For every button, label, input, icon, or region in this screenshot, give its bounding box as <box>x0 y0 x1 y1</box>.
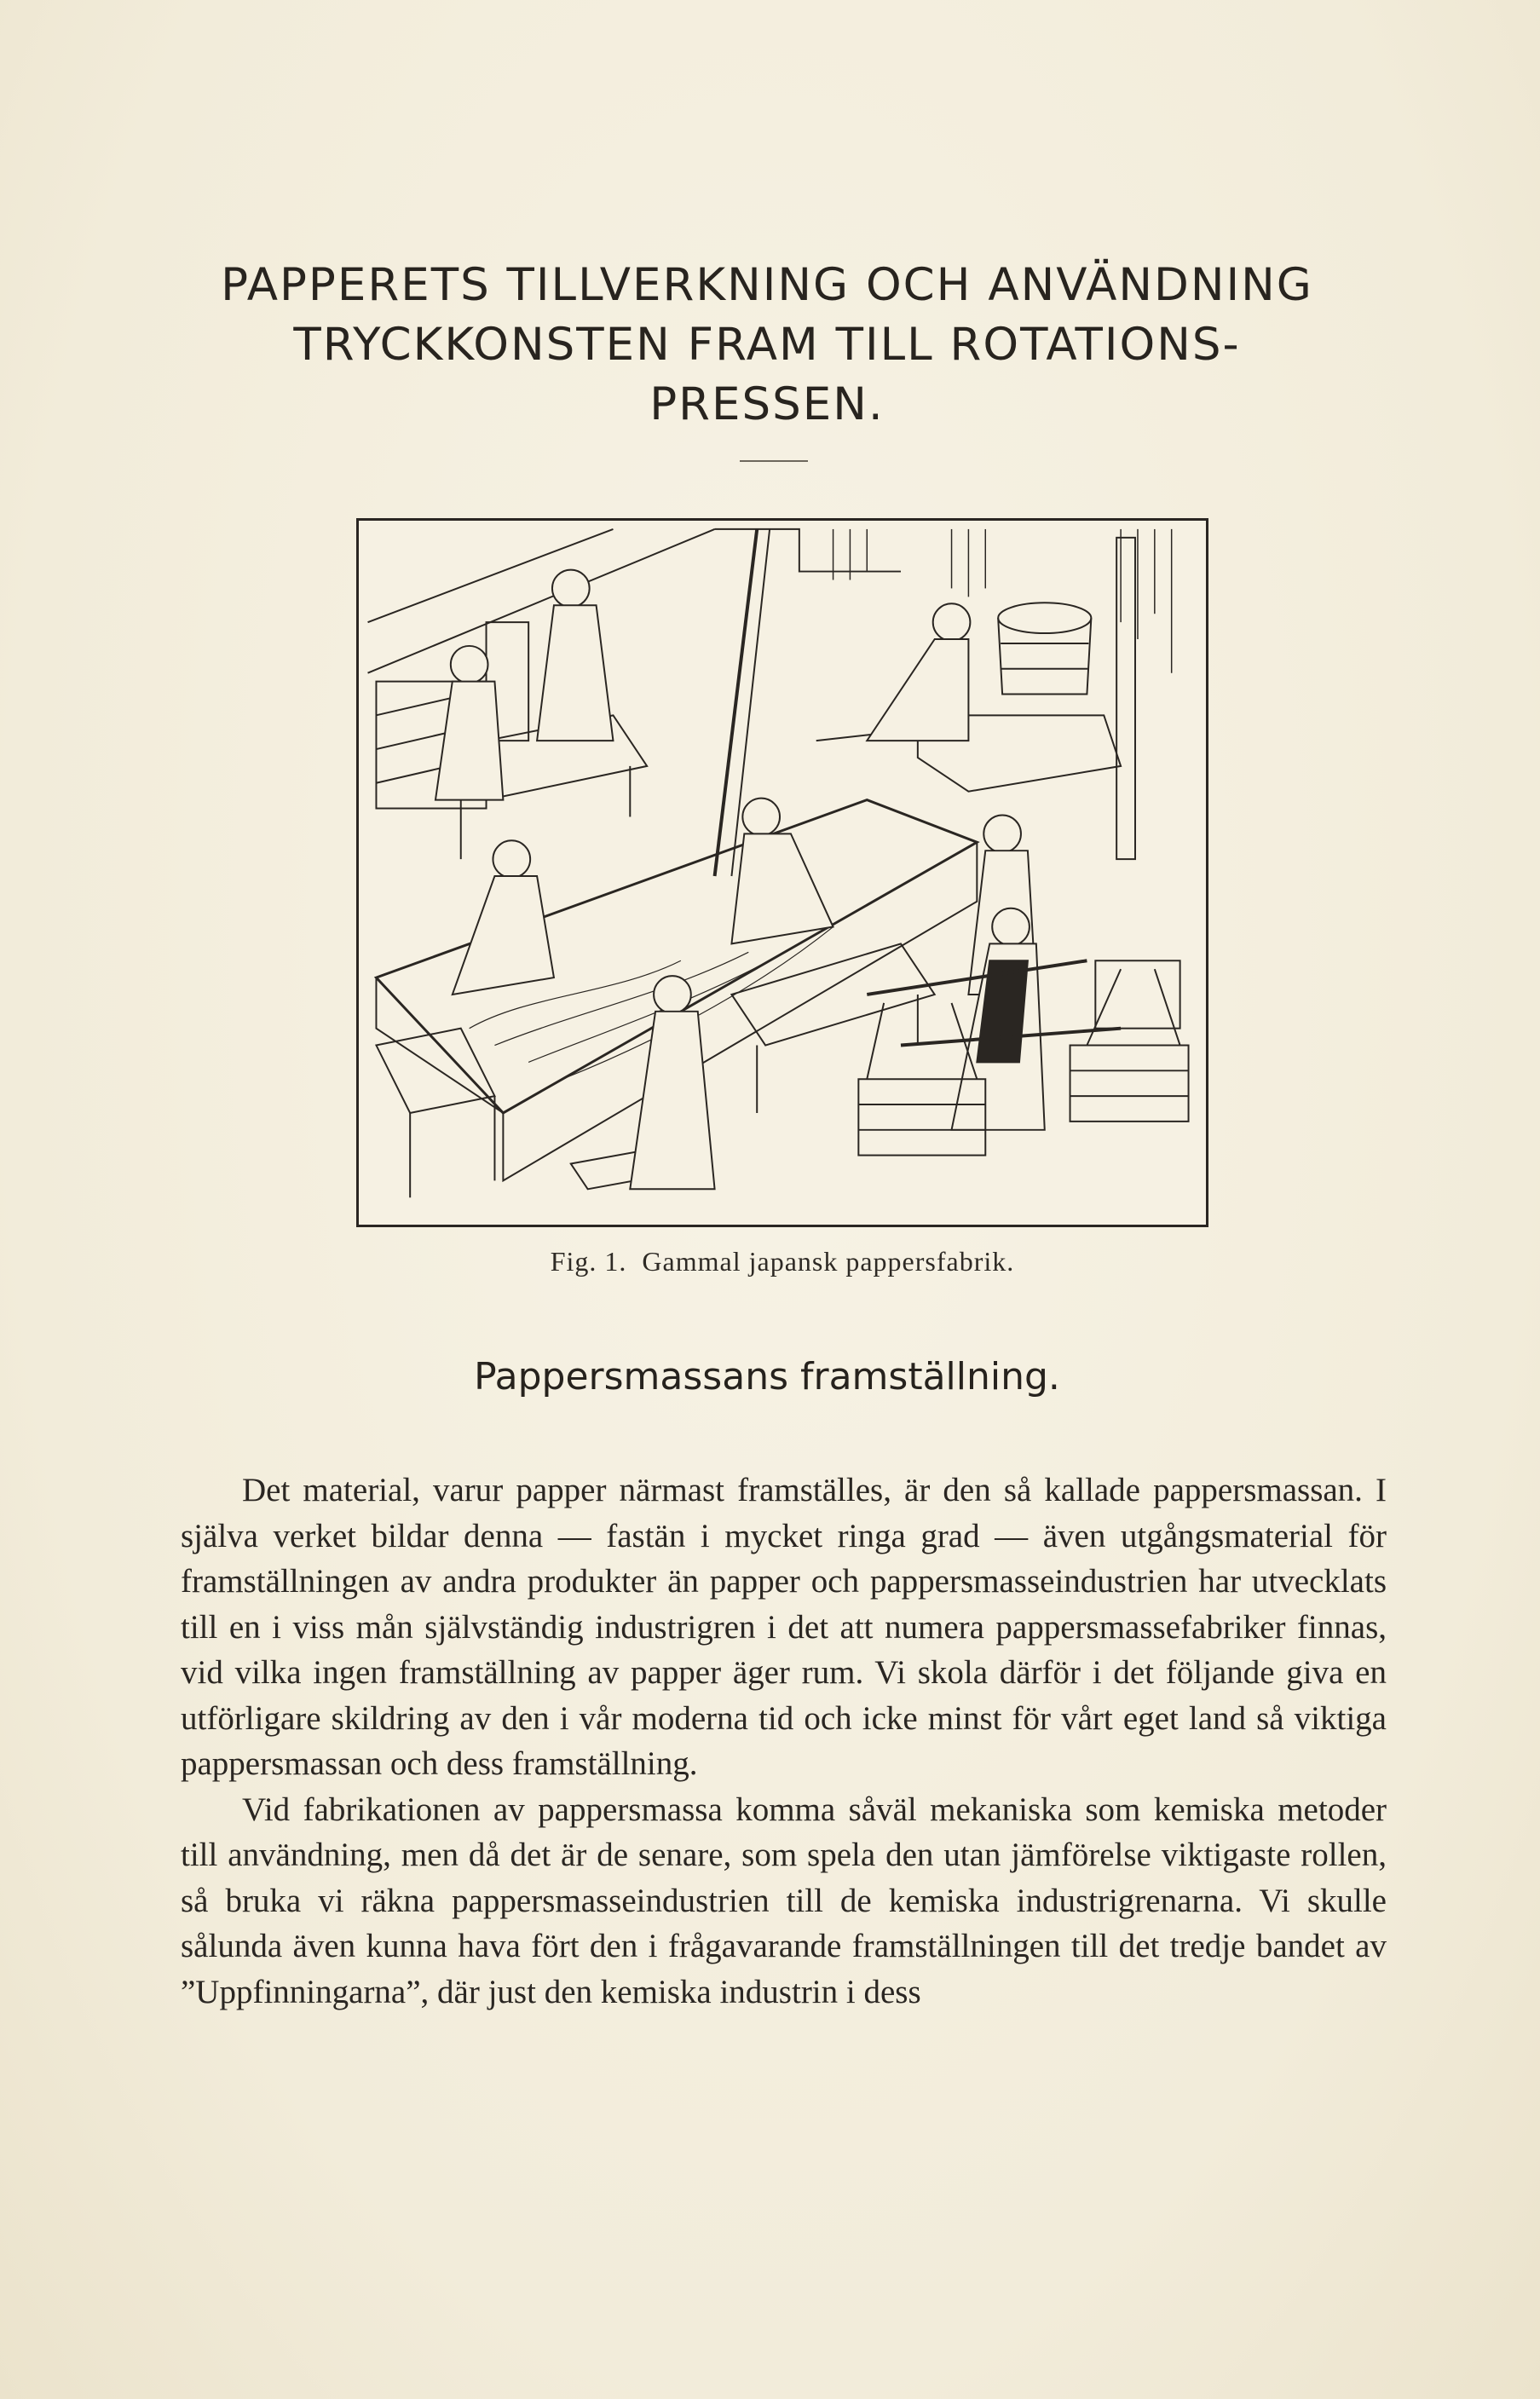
figure-caption <box>356 1246 1208 1277</box>
chapter-title-line-2: TRYCKKONSTEN FRAM TILL ROTATIONS- <box>293 319 1241 371</box>
body-text <box>181 1468 1387 2015</box>
chapter-title <box>128 256 1406 435</box>
title-divider <box>740 460 808 462</box>
paragraph-1: Det material, varur papper närmast framställes, är den så kallade pappersmassan. I själva verket bildar denna — fastän i mycket ringa grad — även utgångsmaterial för framställningen av andra produkter än papper och pappersmasseindustrien har utvecklats till en i viss mån självständig industrigren i det att numera pappersmassefabriker finnas, vid vilka ingen framställning av papper äger rum. Vi skola därför i det följande giva en utförligare skildring av den i vår moderna tid och icke minst för vårt eget land så viktiga pappersmassan och dess framställning. <box>181 1472 1387 1782</box>
section-heading: Pappersmassans framställning. <box>474 1355 1060 1398</box>
paragraph-2: Vid fabrikationen av pappersmassa komma såväl mekaniska som kemiska metoder till användning, men då det är de senare, som spela den utan jämförelse viktigaste rollen, så bruka vi räkna pappersmasseindustrien till de kemiska industrigrenarna. Vi skulle sålunda även kunna hava fört den i frågavarande framställningen till det tredje bandet av ”Uppfinningarna”, där just den kemiska industrin i dess <box>181 1791 1387 2010</box>
figure-illustration <box>356 518 1208 1227</box>
paper-mill-engraving <box>359 521 1206 1225</box>
figure-caption-text: Gammal japansk pappersfabrik. <box>642 1246 1015 1277</box>
figure-caption-label: Fig. 1. <box>550 1246 627 1277</box>
chapter-title-line-3: PRESSEN. <box>649 378 885 430</box>
chapter-title-line-1: PAPPERETS TILLVERKNING OCH ANVÄNDNING <box>221 259 1313 311</box>
